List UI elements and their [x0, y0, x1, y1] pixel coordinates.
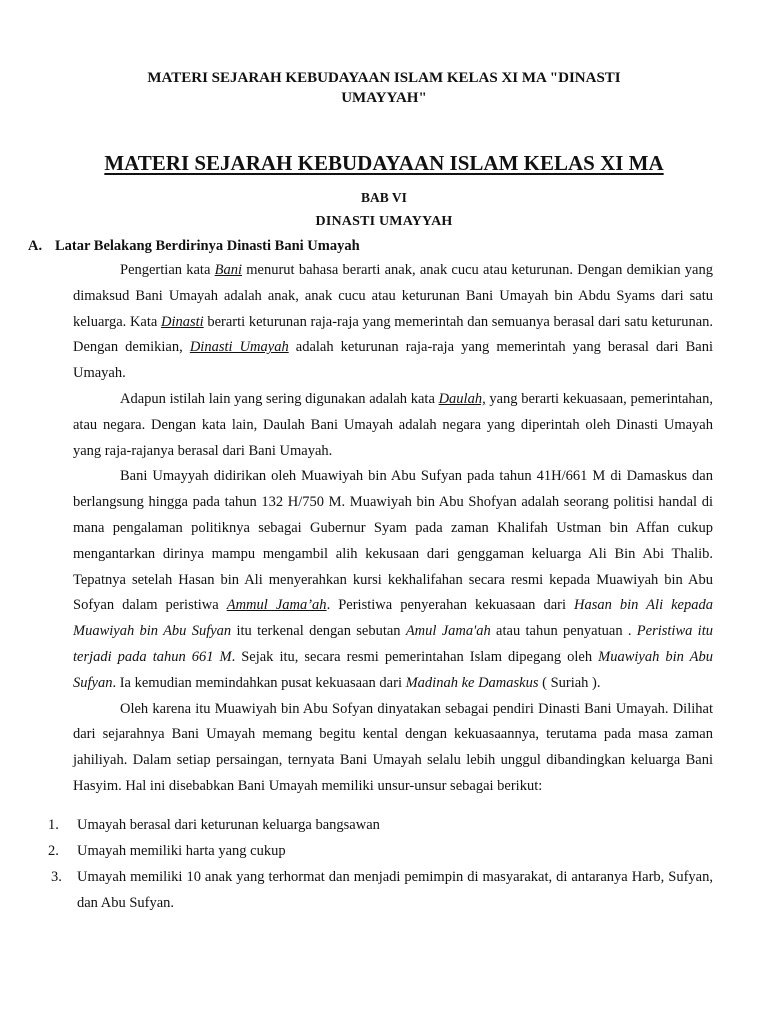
text-run: ( Suriah ).: [538, 674, 601, 691]
list-number: 3.: [51, 869, 62, 885]
document-title-line1: MATERI SEJARAH KEBUDAYAAN ISLAM KELAS XI MA "DINASTI: [147, 70, 621, 86]
text-run: . Sejak itu, secara resmi pemerintahan Islam dipegang oleh: [231, 648, 599, 665]
paragraph-1: [73, 258, 713, 387]
document-title: [100, 68, 668, 108]
text-run: Pengertian kata: [120, 262, 215, 278]
chapter-title: DINASTI UMAYYAH: [315, 214, 453, 229]
section-a-heading: [28, 238, 360, 255]
list-text: Umayah memiliki harta yang cukup: [77, 843, 286, 859]
italic-madinah: Madinah ke Damaskus: [405, 674, 539, 691]
italic-amul: Amul Jama'ah: [405, 623, 491, 640]
text-run: Bani Umayyah didirikan oleh Muawiyah bin Abu Sufyan pada tahun 41H/661 M di Damaskus dan berlangsung hingga pada tahun 132 H/750 M. Muawiyah bin Abu Shofyan adalah seorang politisi handal di mana pengalaman politiknya sebagai Gubernur Syam pada zaman Khalifah Ustman bin Affan cukup mengantarkan dirinya mampu mengambil alih kekusaan dari genggaman keluarga Ali Bin Abi Thalib. Tepatnya setelah Hasan bin Ali menyerahkan kursi kekhalifahan secara resmi kepada Muawiyah bin Abu Sofyan dalam peristiwa: [73, 468, 713, 614]
section-heading-text: Latar Belakang Berdirinya Dinasti Bani Umayah: [55, 238, 360, 254]
text-run: berarti keturunan raja-raja yang memerintah dan semuanya berasal dari satu keturunan. Dengan demikian,: [73, 313, 713, 356]
text-run: yang berarti kekuasaan, pemerintahan, atau negara. Dengan kata lain, Daulah Bani Umayah adalah negara yang diperintah oleh Dinasti Umayah yang raja-rajanya berasal dari Bani Umayah.: [73, 390, 713, 459]
term-daulah: Daulah,: [438, 390, 486, 407]
italic-hasan: Hasan bin Ali kepada Muawiyah bin Abu Sufyan: [73, 597, 713, 640]
list-text: Umayah memiliki 10 anak yang terhormat dan menjadi pemimpin di masyarakat, di antaranya Harb, Sufyan, dan Abu Sufyan.: [77, 869, 713, 911]
italic-peristiwa: Peristiwa itu terjadi pada tahun 661 M: [73, 623, 713, 665]
body-text: [73, 258, 713, 800]
text-run: itu terkenal dengan sebutan: [231, 623, 406, 640]
term-dinasti: Dinasti: [160, 313, 204, 330]
text-run: . Ia kemudian memindahkan pusat kekuasaan dari: [112, 674, 406, 691]
document-title-line2: UMAYYAH": [341, 90, 427, 106]
term-dinasti-umayah: Dinasti Umayah: [189, 339, 289, 356]
text-run: . Peristiwa penyerahan kekuasaan dari: [326, 597, 575, 614]
italic-muawiyah: Muawiyah bin Abu Sufyan: [73, 648, 714, 691]
paragraph-3: [73, 464, 713, 696]
list-number: 2.: [48, 843, 59, 859]
main-title-text: MATERI SEJARAH KEBUDAYAAN ISLAM KELAS XI MA: [104, 151, 664, 175]
term-bani: Bani: [214, 262, 243, 278]
list-text: Umayah berasal dari keturunan keluarga bangsawan: [77, 817, 380, 833]
text-run: adalah keturunan raja-raja yang memerintah yang berasal dari Bani Umayah.: [73, 339, 713, 382]
text-run: menurut bahasa berarti anak, anak cucu atau keturunan. Dengan demikian yang dimaksud Bani Umayah adalah anak, anak cucu atau keturunan Bani Umayah bin Abdu Syams dari satu keluarga. Kata: [73, 262, 713, 330]
text-run: atau tahun penyatuan .: [490, 623, 637, 640]
list-number: 1.: [48, 817, 59, 833]
section-letter: A.: [28, 238, 43, 254]
term-ammul-jamaah: Ammul Jama’ah: [226, 597, 327, 614]
paragraph-4: Oleh karena itu Muawiyah bin Abu Sofyan dinyatakan sebagai pendiri Dinasti Bani Umayah. Dilihat dari sejarahnya Bani Umayah memang begitu kental dengan kekuasaannya, terutama pada masa zaman jahiliyah. Dalam setiap persaingan, ternyata Bani Umayah selalu lebih unggul dibandingkan keluarga Bani Hasyim. Hal ini disebabkan Bani Umayah memiliki unsur-unsur sebagai berikut:: [73, 700, 713, 794]
paragraph-2: [73, 387, 713, 464]
text-run: Adapun istilah lain yang sering digunakan adalah kata: [120, 390, 439, 407]
main-title: [0, 151, 768, 176]
chapter-number: BAB VI: [361, 190, 407, 205]
